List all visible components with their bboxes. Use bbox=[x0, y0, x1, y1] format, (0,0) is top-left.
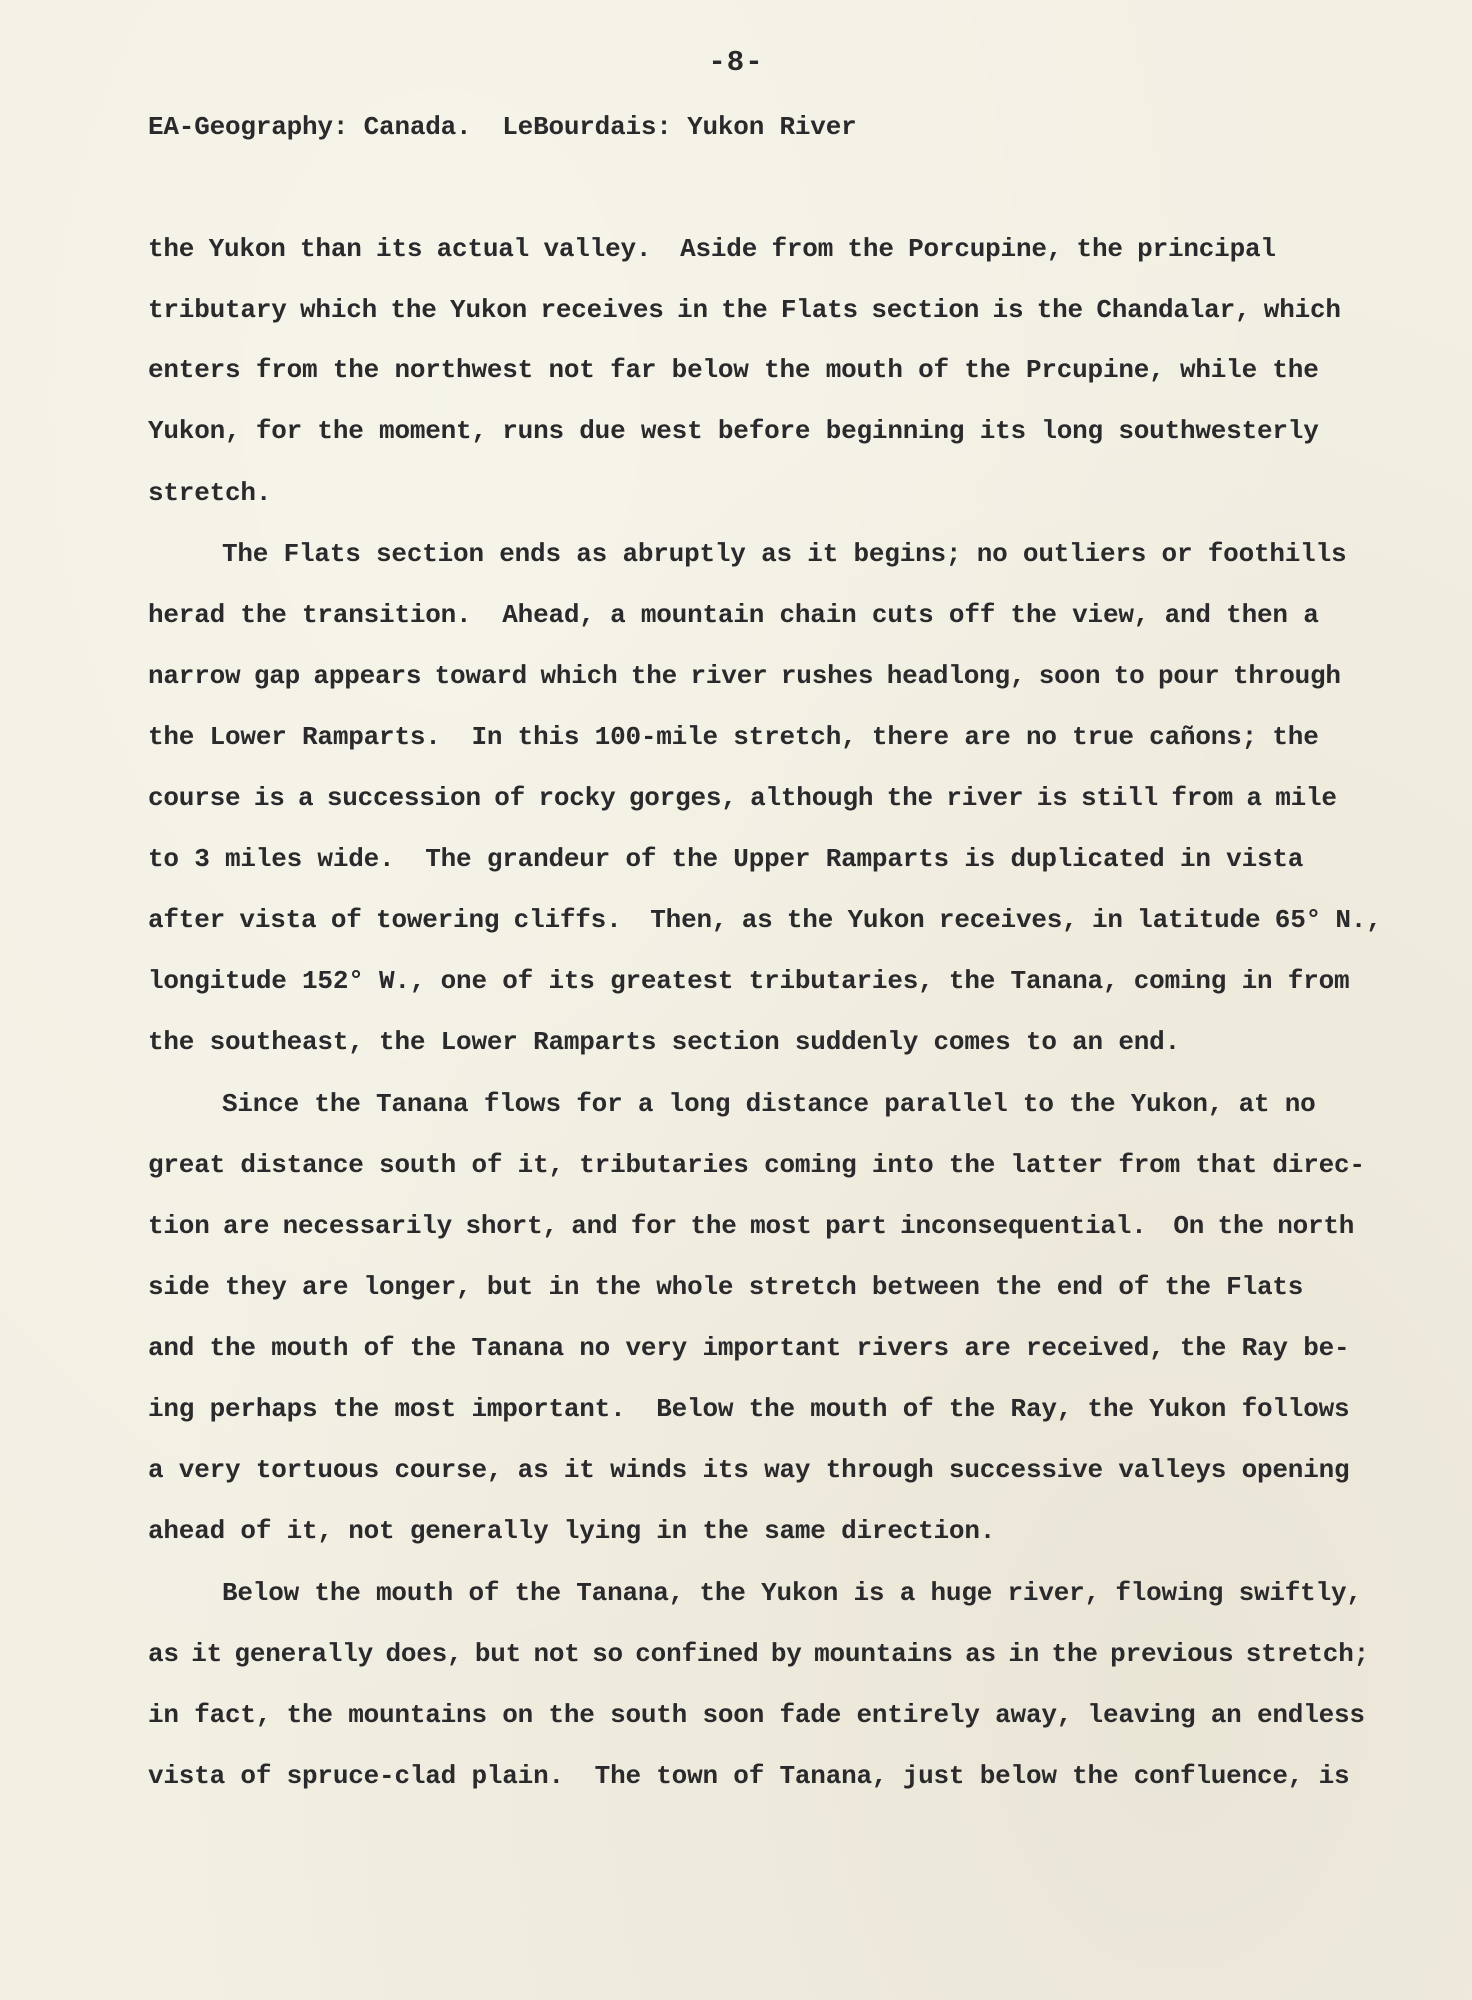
text-line: longitude 152° W., one of its greatest tributaries, the Tanana, coming in from bbox=[148, 966, 1350, 996]
text-line: course is a succession of rocky gorges, although the river is still from a mile bbox=[148, 783, 1337, 813]
text-line: and the mouth of the Tanana no very important rivers are received, the Ray be- bbox=[148, 1333, 1350, 1363]
text-line: enters from the northwest not far below the mouth of the Prcupine, while the bbox=[148, 355, 1319, 385]
text-line: a very tortuous course, as it winds its way through successive valleys opening bbox=[148, 1455, 1350, 1485]
text-line: side they are longer, but in the whole stretch between the end of the Flats bbox=[148, 1272, 1304, 1302]
text-line: as it generally does, but not so confined by mountains as in the previous stretch; bbox=[148, 1639, 1370, 1669]
text-line: ahead of it, not generally lying in the same direction. bbox=[148, 1516, 996, 1546]
text-line: narrow gap appears toward which the river rushes headlong, soon to pour through bbox=[148, 661, 1341, 691]
text-line: after vista of towering cliffs. Then, as the Yukon receives, in latitude 65° N., bbox=[148, 905, 1382, 935]
running-header: EA-Geography: Canada. LeBourdais: Yukon River bbox=[148, 112, 857, 142]
paragraph-first-line: Below the mouth of the Tanana, the Yukon is a huge river, flowing swiftly, bbox=[222, 1578, 1362, 1608]
text-line: Yukon, for the moment, runs due west before beginning its long southwesterly bbox=[148, 416, 1319, 446]
text-line: great distance south of it, tributaries coming into the latter from that direc- bbox=[148, 1150, 1365, 1180]
text-line: the Lower Ramparts. In this 100-mile stretch, there are no true cañons; the bbox=[148, 722, 1319, 752]
text-line: to 3 miles wide. The grandeur of the Upper Ramparts is duplicated in vista bbox=[148, 844, 1304, 874]
text-line: ing perhaps the most important. Below the mouth of the Ray, the Yukon follows bbox=[148, 1394, 1350, 1424]
text-line: stretch. bbox=[148, 478, 272, 508]
text-line: vista of spruce-clad plain. The town of Tanana, just below the confluence, is bbox=[148, 1761, 1350, 1791]
text-line: tion are necessarily short, and for the most part inconsequential. On the north bbox=[148, 1211, 1355, 1241]
paragraph-first-line: The Flats section ends as abruptly as it begins; no outliers or foothills bbox=[222, 539, 1347, 569]
paragraph-first-line: Since the Tanana flows for a long distance parallel to the Yukon, at no bbox=[222, 1089, 1316, 1119]
text-line: herad the transition. Ahead, a mountain chain cuts off the view, and then a bbox=[148, 600, 1319, 630]
text-line: the Yukon than its actual valley. Aside from the Porcupine, the principal bbox=[148, 234, 1276, 264]
text-line: tributary which the Yukon receives in the Flats section is the Chandalar, which bbox=[148, 295, 1341, 325]
text-line: in fact, the mountains on the south soon fade entirely away, leaving an endless bbox=[148, 1700, 1365, 1730]
page-number: -8- bbox=[708, 46, 764, 79]
text-line: the southeast, the Lower Ramparts section suddenly comes to an end. bbox=[148, 1027, 1180, 1057]
